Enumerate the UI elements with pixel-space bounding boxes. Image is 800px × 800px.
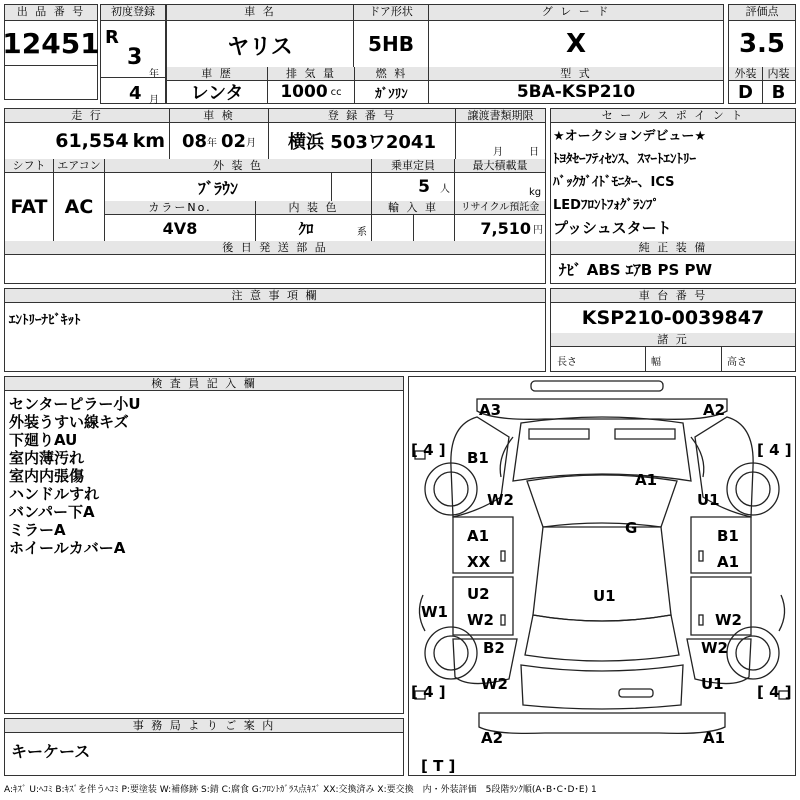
door-type: 5HB (368, 32, 414, 56)
interior-color-unit: 系 (357, 227, 367, 238)
capacity-unit: 人 (440, 183, 450, 195)
history-label: 車 歴 (167, 67, 267, 81)
plate: 横浜 503ワ2041 (288, 132, 436, 153)
color-number-label: カラーNo. (105, 201, 255, 215)
load-label: 最大積載量 (455, 159, 545, 173)
inspector-label: 検 査 員 記 入 欄 (5, 377, 403, 391)
later-parts-label: 後 日 発 送 部 品 (5, 241, 545, 255)
damage-mark: W1 (421, 603, 448, 621)
reg-year: 3 (127, 45, 143, 70)
ac-label: エアコン (54, 159, 104, 173)
car-name-label: 車 名 (167, 5, 353, 21)
tire-rear-right: [ 4 ] (757, 683, 792, 701)
inspector-box (4, 376, 404, 714)
inspection-year-unit: 年 (207, 137, 217, 149)
damage-mark: A1 (703, 729, 726, 747)
car-info-box (166, 4, 724, 104)
damage-mark: U2 (467, 585, 490, 603)
interior-color: ｸﾛ (298, 219, 314, 238)
damage-mark: A3 (479, 401, 502, 419)
notes-box (4, 288, 546, 372)
inspector-item: 外装うすい線キズ (9, 413, 129, 431)
notes-label: 注 意 事 項 欄 (5, 289, 545, 303)
car-name: ヤリス (227, 34, 293, 60)
legend: A:ｷｽﾞ U:ﾍｺﾐ B:ｷｽﾞを伴うﾍｺﾐ P:要塗装 W:補修跡 S:錆 C:腐食 G:ﾌﾛﾝﾄｶﾞﾗｽ点ｷｽﾞ XX:交換済み X:要交換 内・外装評価 5段階ﾗﾝｸ順(A･B･C･D･E) 1 (4, 785, 597, 795)
car-diagram (408, 376, 796, 776)
length-label: 長さ (557, 357, 577, 368)
score-label: 評価点 (729, 5, 795, 21)
capacity-value: 5 (418, 177, 430, 197)
lot-box (4, 4, 98, 100)
inspector-item: センターピラー小U (9, 395, 141, 413)
damage-mark: W2 (467, 611, 494, 629)
load-unit: kg (529, 187, 542, 198)
car-outline (409, 377, 795, 775)
damage-mark: A1 (635, 471, 658, 489)
fuel: ｶﾞｿﾘﾝ (375, 86, 408, 102)
transfer-month-unit: 月 (493, 147, 503, 158)
damage-mark: XX (467, 553, 491, 571)
dims-label: 諸 元 (551, 333, 795, 347)
notes: ｴﾝﾄﾘｰﾅﾋﾞｷｯﾄ (9, 313, 81, 328)
mileage (5, 123, 165, 159)
damage-mark: B1 (717, 527, 739, 545)
equipment-label: 純 正 装 備 (551, 241, 795, 255)
interior-grade: B (771, 81, 786, 103)
office-label: 事 務 局 よ り ご 案 内 (5, 719, 403, 733)
damage-mark: W2 (481, 675, 508, 693)
inspection (170, 123, 268, 159)
mileage-unit: km (132, 130, 165, 152)
sales-points-label: セ ー ル ス ポ イ ン ト (551, 109, 795, 123)
inspection-label: 車 検 (170, 109, 268, 123)
model-label: 型 式 (429, 67, 723, 81)
door-label: ドア形状 (354, 5, 428, 21)
lot-label: 出 品 番 号 (5, 5, 97, 21)
displacement-value: 1000 (280, 82, 328, 102)
registration-label: 初度登録 (101, 5, 165, 21)
transfer-label: 譲渡書類期限 (456, 109, 545, 123)
damage-mark: W2 (701, 639, 728, 657)
details-box (4, 108, 546, 284)
office-box (4, 718, 404, 776)
transfer-day-unit: 日 (529, 147, 539, 158)
era: R (105, 27, 119, 48)
recycle-label: リサイクル預託金 (455, 201, 545, 215)
score-box (728, 4, 796, 104)
damage-mark: G (625, 519, 638, 537)
inspector-item: 下廻りAU (9, 431, 78, 449)
sales-points-list (553, 125, 793, 240)
sales-point: LEDﾌﾛﾝﾄﾌｫｸﾞﾗﾝﾌﾟ (553, 198, 659, 213)
damage-mark: A1 (467, 527, 490, 545)
capacity (372, 173, 454, 201)
grade: X (565, 29, 587, 59)
inspector-item: 室内内張傷 (9, 467, 85, 485)
chassis-number: KSP210-0039847 (581, 307, 765, 329)
month-unit: 月 (149, 95, 159, 106)
plate-label: 登 録 番 号 (269, 109, 455, 123)
chassis-box (550, 288, 796, 372)
inspection-month: 02 (221, 130, 247, 152)
tire-rear-left: [ 4 ] (411, 683, 446, 701)
mileage-value: 61,554 (55, 130, 129, 152)
damage-mark: A1 (717, 553, 740, 571)
damage-mark: B1 (467, 449, 489, 467)
interior-color-label: 内 装 色 (256, 201, 371, 215)
spare-tire: [ T ] (421, 757, 456, 775)
recycle-unit: 円 (533, 224, 543, 236)
inspection-year: 08 (181, 130, 207, 152)
exterior-grade: D (738, 81, 753, 103)
tire-front-left: [ 4 ] (411, 441, 446, 459)
inspection-month-unit: 月 (246, 137, 257, 149)
inspector-item: 室内薄汚れ (9, 449, 85, 467)
recycle-value: 7,510 (480, 218, 531, 238)
color-label: 外 装 色 (105, 159, 371, 173)
damage-mark: B2 (483, 639, 505, 657)
recycle (455, 215, 545, 241)
height-label: 高さ (727, 357, 747, 368)
damage-mark: W2 (487, 491, 514, 509)
lot-number: 12451 (2, 26, 100, 60)
width-label: 幅 (651, 357, 661, 368)
capacity-label: 乗車定員 (372, 159, 454, 173)
sales-points-box (550, 108, 796, 284)
tire-front-right: [ 4 ] (757, 441, 792, 459)
score: 3.5 (738, 29, 786, 59)
sales-point: ★オークションデビュー★ (553, 129, 707, 144)
equipment: ﾅﾋﾞ ABS ｴｱB PS PW (559, 260, 713, 279)
interior-grade-label: 内装 (762, 67, 795, 81)
displacement-label: 排 気 量 (268, 67, 354, 81)
reg-month: 4 (129, 83, 142, 104)
import-label: 輸 入 車 (372, 201, 454, 215)
sales-point: ﾄﾖﾀｾｰﾌﾃｨｾﾝｽ、ｽﾏｰﾄｴﾝﾄﾘｰ (553, 152, 697, 167)
shift: FAT (10, 196, 48, 218)
model: 5BA-KSP210 (516, 82, 636, 102)
shift-label: シフト (5, 159, 53, 173)
damage-mark: U1 (593, 587, 616, 605)
damage-mark: U1 (701, 675, 724, 693)
history: レンタ (190, 83, 244, 104)
mileage-label: 走 行 (5, 109, 169, 123)
chassis-label: 車 台 番 号 (551, 289, 795, 303)
sales-point: プッシュスタート (553, 219, 672, 237)
inspector-item: ホイールカバーA (9, 539, 126, 557)
inspector-item: バンパー下A (9, 503, 95, 521)
sales-point: ﾊﾞｯｸｶﾞｲﾄﾞﾓﾆﾀｰ、ICS (553, 175, 675, 190)
displacement-unit: cc (330, 86, 342, 98)
fuel-label: 燃 料 (355, 67, 428, 81)
grade-label: グ レ ー ド (429, 5, 723, 21)
damage-mark: A2 (703, 401, 726, 419)
damage-mark: W2 (715, 611, 742, 629)
inspector-item: ハンドルすれ (9, 485, 100, 503)
inspector-item: ミラーA (9, 521, 66, 539)
office-note: キーケース (11, 742, 91, 761)
year-unit: 年 (149, 69, 159, 80)
exterior-grade-label: 外装 (729, 67, 762, 81)
registration-box (100, 4, 166, 104)
color-number: 4V8 (162, 218, 198, 238)
ac: AC (64, 196, 94, 218)
inspector-list (9, 395, 399, 557)
color: ﾌﾞﾗｳﾝ (197, 178, 238, 198)
damage-mark: A2 (481, 729, 504, 747)
damage-mark: U1 (697, 491, 720, 509)
displacement (268, 81, 354, 103)
